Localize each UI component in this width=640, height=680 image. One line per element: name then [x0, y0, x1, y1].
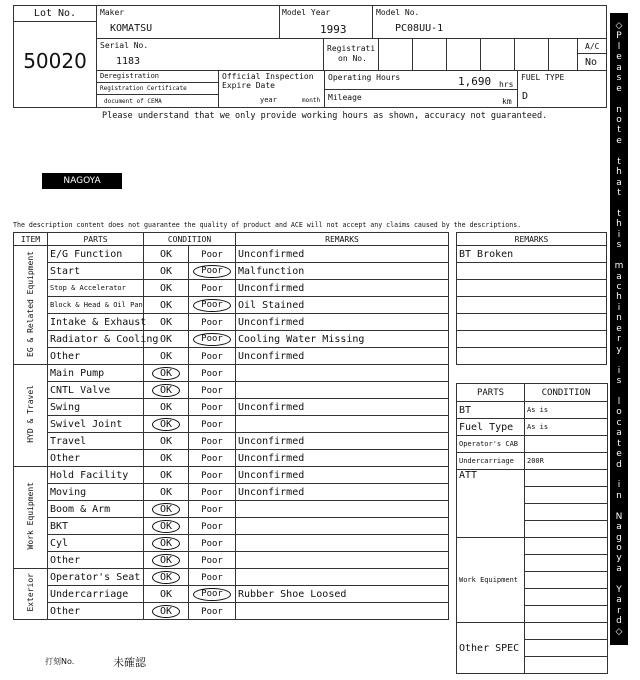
fuel-type-value: D — [522, 91, 529, 102]
part-remark: Unconfirmed — [236, 314, 449, 331]
part-name: Moving — [48, 484, 144, 501]
condition-poor: Poor — [201, 504, 223, 515]
right-parts-row — [457, 623, 608, 640]
right-remark-row — [457, 280, 607, 297]
inspection-body — [14, 246, 449, 620]
right-remarks-header: REMARKS — [457, 233, 607, 246]
work-equipment-value — [525, 572, 608, 589]
right-part-condition: 200R — [525, 453, 608, 470]
disclaimer-text: The description content does not guarantee the quality of product and ACE will not accept any claims caused by the descriptions. — [13, 221, 522, 229]
condition-ok: OK — [159, 299, 173, 311]
reg-box-3 — [446, 38, 481, 71]
inspection-header-row — [14, 233, 449, 246]
condition-poor-cell — [189, 518, 236, 535]
engraving-label: 打刻No. — [45, 657, 75, 666]
reg-box-6 — [548, 38, 578, 71]
part-remark: Unconfirmed — [236, 450, 449, 467]
inspection-row — [14, 382, 449, 399]
condition-ok-cell — [144, 586, 189, 603]
location-badge: NAGOYA — [42, 173, 122, 189]
condition-ok-circled: OK — [152, 418, 180, 431]
right-remark-row — [457, 297, 607, 314]
right-remarks-body — [457, 246, 607, 365]
work-equipment-value — [525, 555, 608, 572]
part-name: Operator's Seat — [48, 569, 144, 586]
right-parts-body — [457, 402, 608, 674]
working-hours-notice: Please understand that we only provide working hours as shown, accuracy not guaranteed. — [102, 111, 548, 121]
condition-poor: Poor — [201, 470, 223, 481]
part-remark — [236, 535, 449, 552]
inspection-row — [14, 484, 449, 501]
work-equipment-value — [525, 589, 608, 606]
part-remark: Unconfirmed — [236, 467, 449, 484]
condition-ok-circled: OK — [152, 367, 180, 380]
part-name: Main Pump — [48, 365, 144, 382]
mileage-label: Mileage — [328, 93, 362, 102]
part-name: Boom & Arm — [48, 501, 144, 518]
part-name: Hold Facility — [48, 467, 144, 484]
part-name: Swing — [48, 399, 144, 416]
part-remark — [236, 365, 449, 382]
right-remark-value — [457, 263, 607, 280]
right-parts-header: PARTS — [457, 384, 525, 402]
part-remark: Unconfirmed — [236, 433, 449, 450]
right-remark-value — [457, 280, 607, 297]
registration-label-1: Registrati — [327, 44, 376, 53]
right-remark-value — [457, 314, 607, 331]
part-name: Other — [48, 603, 144, 620]
part-name: Other — [48, 552, 144, 569]
condition-poor-cell — [189, 552, 236, 569]
inspection-row — [14, 246, 449, 263]
right-remark-value — [457, 348, 607, 365]
part-name: Block & Head & Oil Pan — [48, 297, 144, 314]
part-remark — [236, 552, 449, 569]
condition-ok-cell — [144, 297, 189, 314]
condition-poor-cell — [189, 331, 236, 348]
other-spec-value — [525, 657, 608, 674]
right-condition-header: CONDITION — [525, 384, 608, 402]
condition-poor: Poor — [201, 249, 223, 260]
condition-ok-cell — [144, 263, 189, 280]
condition-ok: OK — [159, 316, 173, 328]
inspection-row — [14, 399, 449, 416]
item-category — [14, 246, 48, 365]
right-parts-row — [457, 436, 608, 453]
right-part-condition — [525, 436, 608, 453]
part-remark: Rubber Shoe Loosed — [236, 586, 449, 603]
engraving-value: 未確認 — [113, 656, 146, 669]
condition-poor-cell — [189, 535, 236, 552]
inspection-row — [14, 450, 449, 467]
condition-ok: OK — [159, 265, 173, 277]
inspection-row — [14, 569, 449, 586]
condition-ok-cell — [144, 382, 189, 399]
condition-poor-cell — [189, 586, 236, 603]
right-parts-table — [456, 383, 608, 674]
part-remark — [236, 518, 449, 535]
condition-ok-cell — [144, 569, 189, 586]
ac-label: A/C — [585, 42, 600, 51]
part-name: Swivel Joint — [48, 416, 144, 433]
other-spec-value — [525, 640, 608, 657]
right-parts-row — [457, 419, 608, 436]
att-value — [525, 470, 608, 487]
right-remark-row — [457, 348, 607, 365]
reg-box-1 — [378, 38, 413, 71]
condition-poor: Poor — [201, 283, 223, 294]
right-parts-row — [457, 402, 608, 419]
condition-poor-cell — [189, 365, 236, 382]
work-equipment-value — [525, 606, 608, 623]
condition-ok-circled: OK — [152, 503, 180, 516]
part-remark — [236, 569, 449, 586]
right-part-name: Undercarriage — [457, 453, 525, 470]
operating-hours-value: 1,690 — [458, 75, 492, 88]
inspection-row — [14, 416, 449, 433]
part-name: Travel — [48, 433, 144, 450]
condition-poor: Poor — [201, 436, 223, 447]
condition-ok-cell — [144, 433, 189, 450]
right-remark-row — [457, 314, 607, 331]
remarks-header: REMARKS — [236, 233, 449, 246]
condition-poor: Poor — [201, 555, 223, 566]
part-name: E/G Function — [48, 246, 144, 263]
condition-poor: Poor — [201, 521, 223, 532]
inspection-row — [14, 365, 449, 382]
inspection-row — [14, 314, 449, 331]
condition-ok: OK — [159, 452, 173, 464]
condition-ok: OK — [159, 435, 173, 447]
inspection-row — [14, 501, 449, 518]
condition-ok-cell — [144, 280, 189, 297]
part-remark: Oil Stained — [236, 297, 449, 314]
condition-ok-cell — [144, 246, 189, 263]
inspection-row — [14, 280, 449, 297]
condition-poor: Poor — [201, 317, 223, 328]
part-name: Other — [48, 348, 144, 365]
condition-ok-cell — [144, 484, 189, 501]
part-remark — [236, 501, 449, 518]
condition-poor-cell — [189, 569, 236, 586]
condition-poor-cell — [189, 382, 236, 399]
other-spec-value — [525, 623, 608, 640]
lot-no-label: Lot No. — [33, 8, 77, 19]
condition-poor: Poor — [201, 572, 223, 583]
part-name: Undercarriage — [48, 586, 144, 603]
item-category — [14, 467, 48, 569]
condition-ok-cell — [144, 416, 189, 433]
work-equipment-label: Work Equipment — [457, 538, 525, 623]
condition-poor-cell — [189, 348, 236, 365]
item-category-label: Work Equipment — [26, 482, 35, 550]
right-part-condition: As is — [525, 402, 608, 419]
right-parts-row — [457, 538, 608, 555]
condition-ok: OK — [159, 350, 173, 362]
part-name: Intake & Exhaust — [48, 314, 144, 331]
part-name: Stop & Accelerator — [48, 280, 144, 297]
right-remark-row — [457, 246, 607, 263]
part-remark: Unconfirmed — [236, 280, 449, 297]
condition-poor: Poor — [201, 385, 223, 396]
condition-poor: Poor — [201, 453, 223, 464]
condition-ok-cell — [144, 348, 189, 365]
month-label: month — [302, 97, 321, 104]
right-part-name: Fuel Type — [457, 419, 525, 436]
inspection-row — [14, 263, 449, 280]
part-name: CNTL Valve — [48, 382, 144, 399]
condition-poor-circled: Poor — [193, 299, 231, 312]
condition-poor-circled: Poor — [193, 333, 231, 346]
fuel-type-label: FUEL TYPE — [521, 73, 565, 82]
condition-ok: OK — [159, 486, 173, 498]
condition-poor: Poor — [201, 419, 223, 430]
att-value — [525, 487, 608, 504]
condition-poor-circled: Poor — [193, 588, 231, 601]
right-remarks-table — [456, 232, 607, 365]
part-remark — [236, 382, 449, 399]
condition-ok-cell — [144, 314, 189, 331]
part-remark: Unconfirmed — [236, 484, 449, 501]
condition-poor: Poor — [201, 402, 223, 413]
condition-poor: Poor — [201, 606, 223, 617]
condition-poor: Poor — [201, 351, 223, 362]
condition-ok: OK — [159, 282, 173, 294]
condition-poor-cell — [189, 501, 236, 518]
operating-hours-label: Operating Hours — [328, 73, 401, 82]
year-label: year — [260, 96, 277, 104]
inspection-label-1: Official Inspection — [222, 72, 314, 81]
location-notice-sidebar: ◇ P l e a s e n o t e t h a t t h i s m a c h i n e r y i s l o c a t e d i n N a g o y a Y a r d ◇ — [610, 13, 628, 645]
inspection-row — [14, 552, 449, 569]
right-part-name: BT — [457, 402, 525, 419]
condition-poor-cell — [189, 297, 236, 314]
part-name: Radiator & Cooling — [48, 331, 144, 348]
condition-poor-cell — [189, 263, 236, 280]
other-spec-label: Other SPEC — [457, 623, 525, 674]
item-category — [14, 365, 48, 467]
parts-header: PARTS — [48, 233, 144, 246]
inspection-row — [14, 535, 449, 552]
part-remark: Malfunction — [236, 263, 449, 280]
att-value — [525, 521, 608, 538]
right-part-name: Operator's CAB — [457, 436, 525, 453]
cema-label: document of CEMA — [104, 98, 162, 105]
condition-poor-cell — [189, 399, 236, 416]
inspection-row — [14, 331, 449, 348]
part-remark: Unconfirmed — [236, 246, 449, 263]
reg-box-5 — [514, 38, 549, 71]
item-category-label: Exterior — [26, 573, 35, 612]
condition-poor-cell — [189, 484, 236, 501]
condition-ok-cell — [144, 535, 189, 552]
condition-poor: Poor — [201, 368, 223, 379]
condition-poor-circled: Poor — [193, 265, 231, 278]
part-remark — [236, 416, 449, 433]
condition-ok-cell — [144, 552, 189, 569]
reg-box-2 — [412, 38, 447, 71]
part-name: Other — [48, 450, 144, 467]
hrs-unit: hrs — [499, 80, 514, 89]
condition-ok: OK — [159, 588, 173, 600]
inspection-row — [14, 297, 449, 314]
inspection-row — [14, 586, 449, 603]
model-year-value: 1993 — [320, 23, 347, 36]
item-category — [14, 569, 48, 620]
condition-ok-cell — [144, 518, 189, 535]
condition-ok-cell — [144, 603, 189, 620]
condition-poor-cell — [189, 246, 236, 263]
right-remark-row — [457, 263, 607, 280]
condition-ok-circled: OK — [152, 605, 180, 618]
right-remark-value — [457, 331, 607, 348]
condition-ok-circled: OK — [152, 384, 180, 397]
ac-value: No — [585, 57, 598, 68]
model-year-label: Model Year — [282, 8, 331, 17]
inspection-row — [14, 433, 449, 450]
condition-poor-cell — [189, 467, 236, 484]
condition-ok-circled: OK — [152, 520, 180, 533]
serial-no-value: 1183 — [116, 56, 141, 67]
maker-label: Maker — [100, 8, 125, 17]
condition-header: CONDITION — [144, 233, 236, 246]
right-remark-row — [457, 331, 607, 348]
part-name: BKT — [48, 518, 144, 535]
condition-ok-circled: OK — [152, 571, 180, 584]
right-remark-value — [457, 297, 607, 314]
condition-ok-cell — [144, 501, 189, 518]
right-remark-value: BT Broken — [457, 246, 607, 263]
right-part-condition: As is — [525, 419, 608, 436]
registration-label-2: on No. — [338, 54, 367, 63]
condition-ok: OK — [159, 248, 173, 260]
inspection-row — [14, 603, 449, 620]
maker-value: KOMATSU — [110, 23, 153, 34]
inspection-row — [14, 467, 449, 484]
work-equipment-value — [525, 538, 608, 555]
condition-poor: Poor — [201, 487, 223, 498]
part-name: Start — [48, 263, 144, 280]
model-no-value: PC08UU-1 — [395, 23, 444, 34]
condition-poor-cell — [189, 603, 236, 620]
item-category-label: HYD & Travel — [26, 385, 35, 443]
item-category-label: EG & Related Equipment — [26, 250, 35, 357]
inspection-table — [13, 232, 449, 620]
condition-ok-circled: OK — [152, 537, 180, 550]
condition-poor-cell — [189, 450, 236, 467]
condition-ok: OK — [159, 469, 173, 481]
inspection-row — [14, 348, 449, 365]
model-no-label: Model No. — [376, 8, 420, 17]
lot-no-value: 50020 — [23, 49, 87, 73]
item-header: ITEM — [14, 233, 48, 246]
part-remark: Cooling Water Missing — [236, 331, 449, 348]
inspection-label-2: Expire Date — [222, 81, 275, 90]
condition-poor-cell — [189, 314, 236, 331]
reg-box-4 — [480, 38, 515, 71]
part-remark: Unconfirmed — [236, 399, 449, 416]
deregistration-label: Deregistration — [100, 72, 160, 80]
condition-poor-cell — [189, 280, 236, 297]
inspection-row — [14, 518, 449, 535]
condition-ok: OK — [159, 401, 173, 413]
registration-cert-label: Registration Certificate — [100, 85, 187, 92]
condition-ok-cell — [144, 399, 189, 416]
condition-ok-circled: OK — [152, 554, 180, 567]
condition-ok: OK — [159, 333, 173, 345]
condition-poor-cell — [189, 433, 236, 450]
condition-ok-cell — [144, 467, 189, 484]
condition-ok-cell — [144, 365, 189, 382]
part-remark — [236, 603, 449, 620]
right-parts-row — [457, 470, 608, 487]
part-remark: Unconfirmed — [236, 348, 449, 365]
att-value — [525, 504, 608, 521]
condition-poor: Poor — [201, 538, 223, 549]
part-name: Cyl — [48, 535, 144, 552]
right-parts-row — [457, 453, 608, 470]
serial-no-label: Serial No. — [100, 41, 149, 50]
km-unit: km — [502, 97, 512, 106]
att-label: ATT — [457, 470, 525, 538]
condition-ok-cell — [144, 450, 189, 467]
condition-poor-cell — [189, 416, 236, 433]
